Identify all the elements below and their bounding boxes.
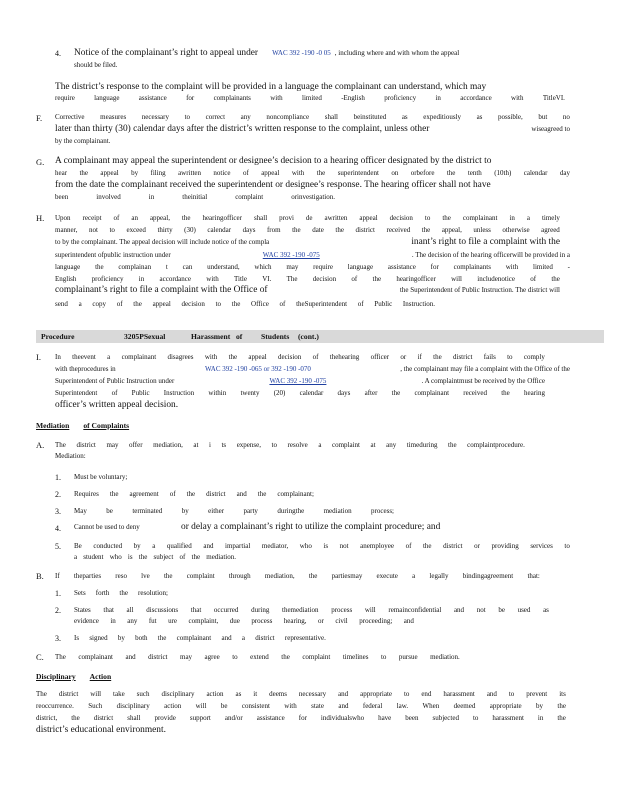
b-item-2-line-1: States that all discussions that occurred during themediation process will remainconfidential and not be used as	[74, 606, 549, 614]
section-h-line-4: superintendent ofpublic instruction under WAC 392 -190 -075 . The decision of the hearing officerwill be provided in a	[55, 251, 570, 259]
item-4-number: 4.	[55, 49, 61, 58]
b-item-1-number: 1.	[55, 589, 61, 598]
section-f-label: F.	[36, 113, 43, 123]
section-h-line-8: send a copy of the appeal decision to the Office of theSuperintendent of Public Instruction.	[55, 300, 435, 308]
disciplinary-line-4: district’s educational environment.	[36, 725, 166, 735]
section-h-label: H.	[36, 213, 45, 223]
section-h-line-1: Upon receipt of an appeal, the hearingofficer shall provi de awritten appeal decision to the complainant in a timely	[55, 214, 560, 222]
section-b-line-1: If theparties reso lve the complaint through mediation, the partiesmay execute a legally bindingagreement that:	[55, 572, 540, 580]
disciplinary-heading: Disciplinary Action	[36, 672, 112, 681]
b-item-2-number: 2.	[55, 606, 61, 615]
wac-reference[interactable]: WAC 392 -190 -065 or 392 -190 -070	[204, 365, 311, 373]
a-item-5-line-1: Be conducted by a qualified and impartial mediator, who is not anemployee of the district or providing services to	[74, 542, 570, 550]
disciplinary-line-1: The district will take such disciplinary action as it deems necessary and appropriate to end harassment and to prevent its	[36, 690, 566, 698]
section-g-line-2: hear the appeal by filing awritten notice of appeal with the superintendent on orbefore the tenth (10th) calendar day	[55, 169, 570, 177]
section-a-label: A.	[36, 440, 45, 450]
section-h-line-2: manner, not to exceed thirty (30) calendar days from the date the district received the appeal, unless otherwise agreed	[55, 226, 560, 234]
b-item-3-number: 3.	[55, 634, 61, 643]
section-f-line-3: by the complainant.	[55, 137, 111, 145]
section-a-line-1: The district may offer mediation, at i ts expense, to resolve a complaint at any timeduring the complaintprocedure.	[55, 441, 525, 449]
section-f-line-1: Corrective measures necessary to correct any noncompliance shall beinstituted as expeditiously as possible, but no	[55, 113, 570, 121]
section-h-line-6: English proficiency in accordance with Title VI. The decision of the hearingofficer will includenotice of the	[55, 275, 560, 283]
item-4-line-1: Notice of the complainant’s right to appeal under WAC 392 -190 -0 05 , including where and with whom the appeal	[74, 48, 460, 58]
section-i-line-1: In theevent a complainant disagrees with the appeal decision of thehearing officer or if the district fails to comply	[55, 353, 545, 361]
a-item-3-number: 3.	[55, 507, 61, 516]
section-g-label: G.	[36, 157, 45, 167]
b-item-2-line-2: evidence in any fut ure complaint, due process hearing, or civil proceeding; and	[74, 617, 414, 625]
section-i-line-2: with theprocedures in WAC 392 -190 -065 or 392 -190 -070 , the complainant may file a complaint with the Office of the	[55, 365, 570, 373]
a-item-3: May be terminated by either party duringthe mediation process;	[74, 507, 394, 515]
section-f-line-2: later than thirty (30) calendar days after the district’s written response to the complaint, unless other wiseagreed to	[55, 124, 570, 134]
wac-link[interactable]: WAC 392 -190 -075	[262, 251, 320, 259]
a-item-1: Must be voluntary;	[74, 473, 128, 481]
a-item-5-line-2: a student who is the subject of the mediation.	[74, 553, 236, 561]
section-i-line-3: Superintendent of Public Instruction under WAC 392 -190 -075 . A complaintmust be received by the Office	[55, 377, 545, 385]
section-g-line-4: been involved in theinitial complaint orinvestigation.	[55, 193, 335, 201]
a-item-2-number: 2.	[55, 490, 61, 499]
section-c-label: C.	[36, 652, 44, 662]
a-item-1-number: 1.	[55, 473, 61, 482]
section-h-line-7: complainant’s right to file a complaint with the Office of the Superintendent of Public Instruction. The district will	[55, 285, 560, 295]
b-item-3: Is signed by both the complainant and a district representative.	[74, 634, 326, 642]
section-c-line-1: The complainant and district may agree to extend the complaint timelines to pursue mediation.	[55, 653, 460, 661]
section-i-line-5: officer’s written appeal decision.	[55, 400, 179, 410]
b-item-1: Sets forth the resolution;	[74, 589, 168, 597]
response-line-2: require language assistance for complainants with limited -English proficiency in accordance with TitleVI.	[55, 94, 565, 102]
section-h-line-3: to by the complainant. The appeal decision will include notice of the compla inant’s right to file a complaint with the	[55, 237, 560, 247]
disciplinary-line-2: reoccurrence. Such disciplinary action will be consistent with state and federal law. When deemed appropriate by the	[36, 702, 566, 710]
disciplinary-line-3: district, the district shall provide support and/or assistance for individualswho have been subjected to harassment in the	[36, 714, 566, 722]
section-a-line-2: Mediation:	[55, 452, 86, 460]
section-g-line-1: A complainant may appeal the superintendent or designee’s decision to a hearing officer designated by the district to	[55, 156, 492, 166]
section-b-label: B.	[36, 571, 44, 581]
a-item-4: Cannot be used to deny or delay a complainant’s right to utilize the complaint procedure; and	[74, 522, 441, 532]
wac-reference[interactable]: WAC 392 -190 -0 05	[272, 49, 331, 57]
a-item-4-number: 4.	[55, 524, 61, 533]
wac-link[interactable]: WAC 392 -190 -075	[269, 377, 327, 385]
item-4-line-2: should be filed.	[74, 61, 118, 69]
section-g-line-3: from the date the complainant received the superintendent or designee’s response. The hearing officer shall not have	[55, 180, 491, 190]
mediation-heading: Mediation of Complaints	[36, 421, 130, 430]
section-i-line-4: Superintendent of Public Instruction within twenty (20) calendar days after the complainant received the hearing	[55, 389, 545, 397]
a-item-5-number: 5.	[55, 542, 61, 551]
response-line-1: The district’s response to the complaint will be provided in a language the complainant can understand, which may	[55, 82, 487, 92]
procedure-header-bar: Procedure 3205PSexual Harassment of Students (cont.)	[36, 330, 604, 343]
section-h-line-5: language the complainan t can understand, which may require language assistance for complainants with limited -	[55, 263, 570, 271]
section-i-label: I.	[36, 352, 41, 362]
a-item-2: Requires the agreement of the district and the complainant;	[74, 490, 314, 498]
